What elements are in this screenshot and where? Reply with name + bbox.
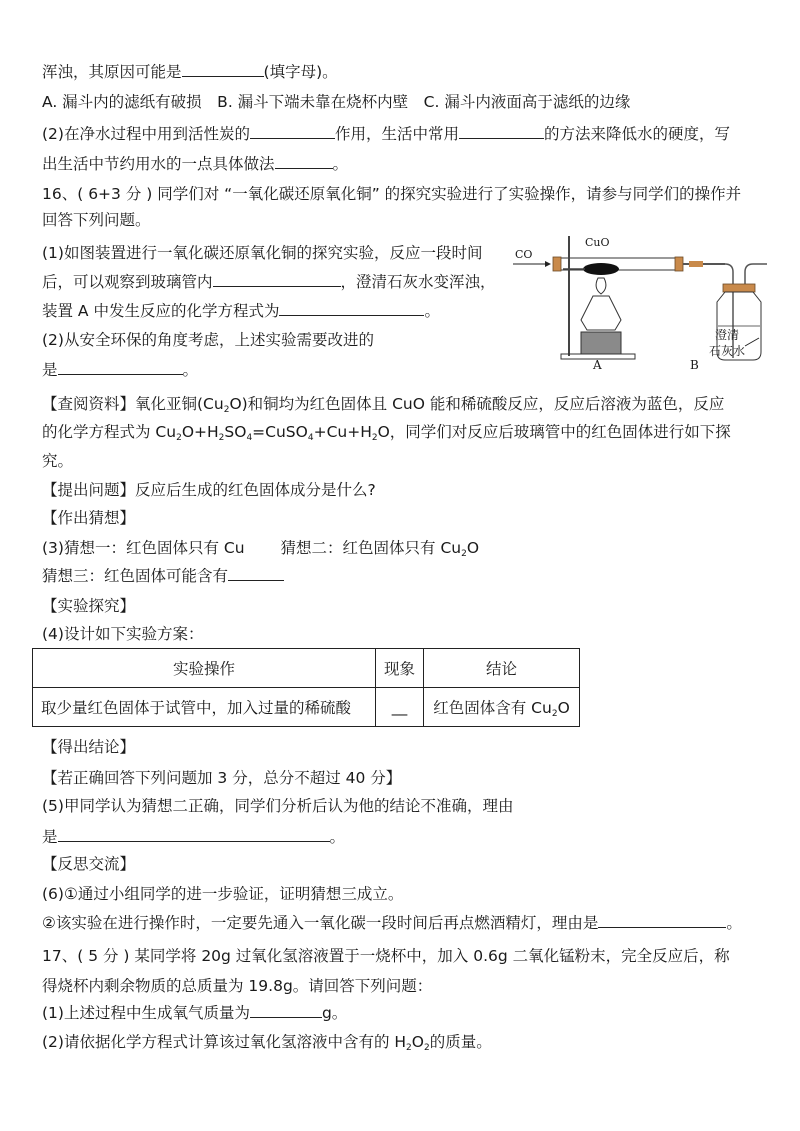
answer-blank[interactable] <box>279 301 424 316</box>
cuo-label: CuO <box>585 236 610 249</box>
answer-blank[interactable] <box>58 360 183 375</box>
reference-line-3: 究。 <box>42 452 74 470</box>
reflect-head: 【反思交流】 <box>42 855 136 873</box>
table-header-row <box>33 649 580 688</box>
table-cell-phenomenon[interactable]: __ <box>376 688 424 727</box>
table-cell-conclusion: 红色固体含有 $Cu_2O$ <box>424 688 580 727</box>
answer-blank[interactable] <box>182 62 264 77</box>
q16-header-1: 16、( 6+3 分 ) 同学们对 “一氧化碳还原氧化铜” 的探究实验进行了实验操作，请参与同学们的操作并 <box>42 185 742 203</box>
q16-p1-line-2: 后，可以观察到玻璃管内 ，澄清石灰水变浑浊， <box>42 273 496 291</box>
hypothesis-head: 【作出猜想】 <box>42 509 136 527</box>
apparatus-b-label: B <box>690 358 699 372</box>
q16-p1-line-1: (1)如图装置进行一氧化碳还原氧化铜的探究实验，反应一段时间 <box>42 244 483 262</box>
co-label: CO <box>515 248 533 261</box>
table-header-operation: 实验操作 <box>33 649 376 688</box>
bonus-note: 【若正确回答下列问题加 3 分，总分不超过 40 分】 <box>42 769 402 787</box>
answer-blank[interactable] <box>598 913 726 928</box>
q17-p1: (1)上述过程中生成氧气质量为 g。 <box>42 1004 348 1022</box>
q16-header-2: 回答下列问题。 <box>42 211 151 229</box>
reference-line-1: 【查阅资料】氧化亚铜$(Cu_2O)$和铜均为红色固体且 CuO 能和稀硫酸反应，反应后溶液为蓝色，反应 <box>42 395 725 415</box>
q17-line-1: 17、( 5 分 ) 某同学将 20g 过氧化氢溶液置于一烧杯中，加入 0.6g 二氧化锰粉末，完全反应后，称 <box>42 947 730 965</box>
q16-p1-line-3: 装置 A 中发生反应的化学方程式为 。 <box>42 302 440 320</box>
q17-p2: (2)请依据化学方程式计算该过氧化氢溶液中含有的 $H_2O_2$的质量。 <box>42 1033 492 1053</box>
answer-blank[interactable] <box>459 124 544 139</box>
apparatus-a-label: A <box>593 358 602 372</box>
q16-p6-line-2: ②该实验在进行操作时，一定要先通入一氧化碳一段时间后再点燃酒精灯，理由是 。 <box>42 914 742 932</box>
table-header-conclusion: 结论 <box>424 649 580 688</box>
answer-blank[interactable] <box>275 154 333 169</box>
q15-options: A. 漏斗内的滤纸有破损 B. 漏斗下端未靠在烧杯内壁 C. 漏斗内液面高于滤纸的边缘 <box>42 93 631 111</box>
table-cell-operation: 取少量红色固体于试管中，加入过量的稀硫酸 <box>33 688 376 727</box>
table-row <box>33 688 580 727</box>
conclusion-head: 【得出结论】 <box>42 738 136 756</box>
q17-line-2: 得烧杯内剩余物质的总质量为 19.8g。请回答下列问题： <box>42 977 433 995</box>
answer-blank[interactable] <box>250 124 335 139</box>
answer-blank[interactable] <box>58 827 330 842</box>
plan-label: (4)设计如下实验方案： <box>42 625 204 643</box>
reference-line-2: 的化学方程式为 $Cu_2O+H_2SO_4=CuSO_4+Cu+H_2O$，同学们对反应后玻璃管中的红色固体进行如下探 <box>42 423 731 443</box>
answer-blank[interactable] <box>250 1003 322 1018</box>
apparatus-diagram <box>505 228 770 372</box>
experiment-table <box>32 648 580 727</box>
q16-p6-line-1: (6)①通过小组同学的进一步验证，证明猜想三成立。 <box>42 885 404 903</box>
hypothesis-line-2: 猜想三：红色固体可能含有 <box>42 566 284 586</box>
q15-line-1: 浑浊，其原因可能是 (填字母)。 <box>42 63 338 81</box>
q15-sub2-line-1: (2)在净水过程中用到活性炭的 作用，生活中常用 的方法来降低水的硬度，写 <box>42 125 730 143</box>
q16-p5-line-1: (5)甲同学认为猜想二正确，同学们分析后认为他的结论不准确，理由 <box>42 797 514 815</box>
q16-p2-line-1: (2)从安全环保的角度考虑，上述实验需要改进的 <box>42 331 374 349</box>
answer-blank[interactable] <box>228 566 284 581</box>
table-header-phenomenon: 现象 <box>376 649 424 688</box>
explore-head: 【实验探究】 <box>42 597 136 615</box>
hypothesis-line-1: (3)猜想一：红色固体只有 Cu 猜想二：红色固体只有 $Cu_2O$ <box>42 539 480 559</box>
q16-p2-line-2: 是 。 <box>42 361 199 379</box>
q15-sub2-line-2: 出生活中节约用水的一点具体做法 。 <box>42 155 349 173</box>
limewater-label-2: 石灰水 <box>709 344 746 358</box>
q16-p5-line-2: 是 。 <box>42 828 346 846</box>
limewater-label-1: 澄清 <box>715 328 740 342</box>
question-head: 【提出问题】反应后生成的红色固体成分是什么? <box>42 481 376 499</box>
answer-blank[interactable] <box>213 272 341 287</box>
